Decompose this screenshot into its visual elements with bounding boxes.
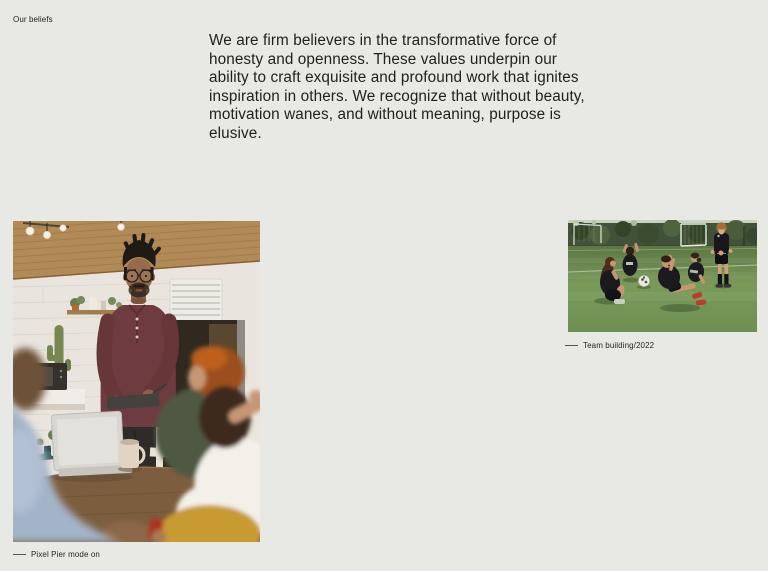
- team-caption-text: Team building/2022: [583, 341, 655, 350]
- meeting-caption-text: Pixel Pier mode on: [31, 550, 100, 559]
- caption-dash-line: [565, 345, 578, 346]
- caption-dash-line: [13, 554, 26, 555]
- team-photo-illustration: [568, 220, 757, 332]
- team-photo: [568, 220, 757, 332]
- meeting-photo-caption: [13, 550, 100, 559]
- section-label-our-beliefs: Our beliefs: [13, 15, 53, 24]
- beliefs-paragraph: We are firm believers in the transformative force of honesty and openness. These values underpin our ability to craft exquisite and profound work that ignites inspiration in others. We recognize that without beauty, motivation wanes, and without meaning, purpose is elusive.: [209, 32, 585, 142]
- soccer-ball: [639, 276, 650, 287]
- meeting-photo: [13, 221, 260, 542]
- meeting-photo-illustration: [13, 221, 260, 542]
- team-photo-caption: [565, 341, 654, 350]
- vent-grille: [170, 279, 222, 321]
